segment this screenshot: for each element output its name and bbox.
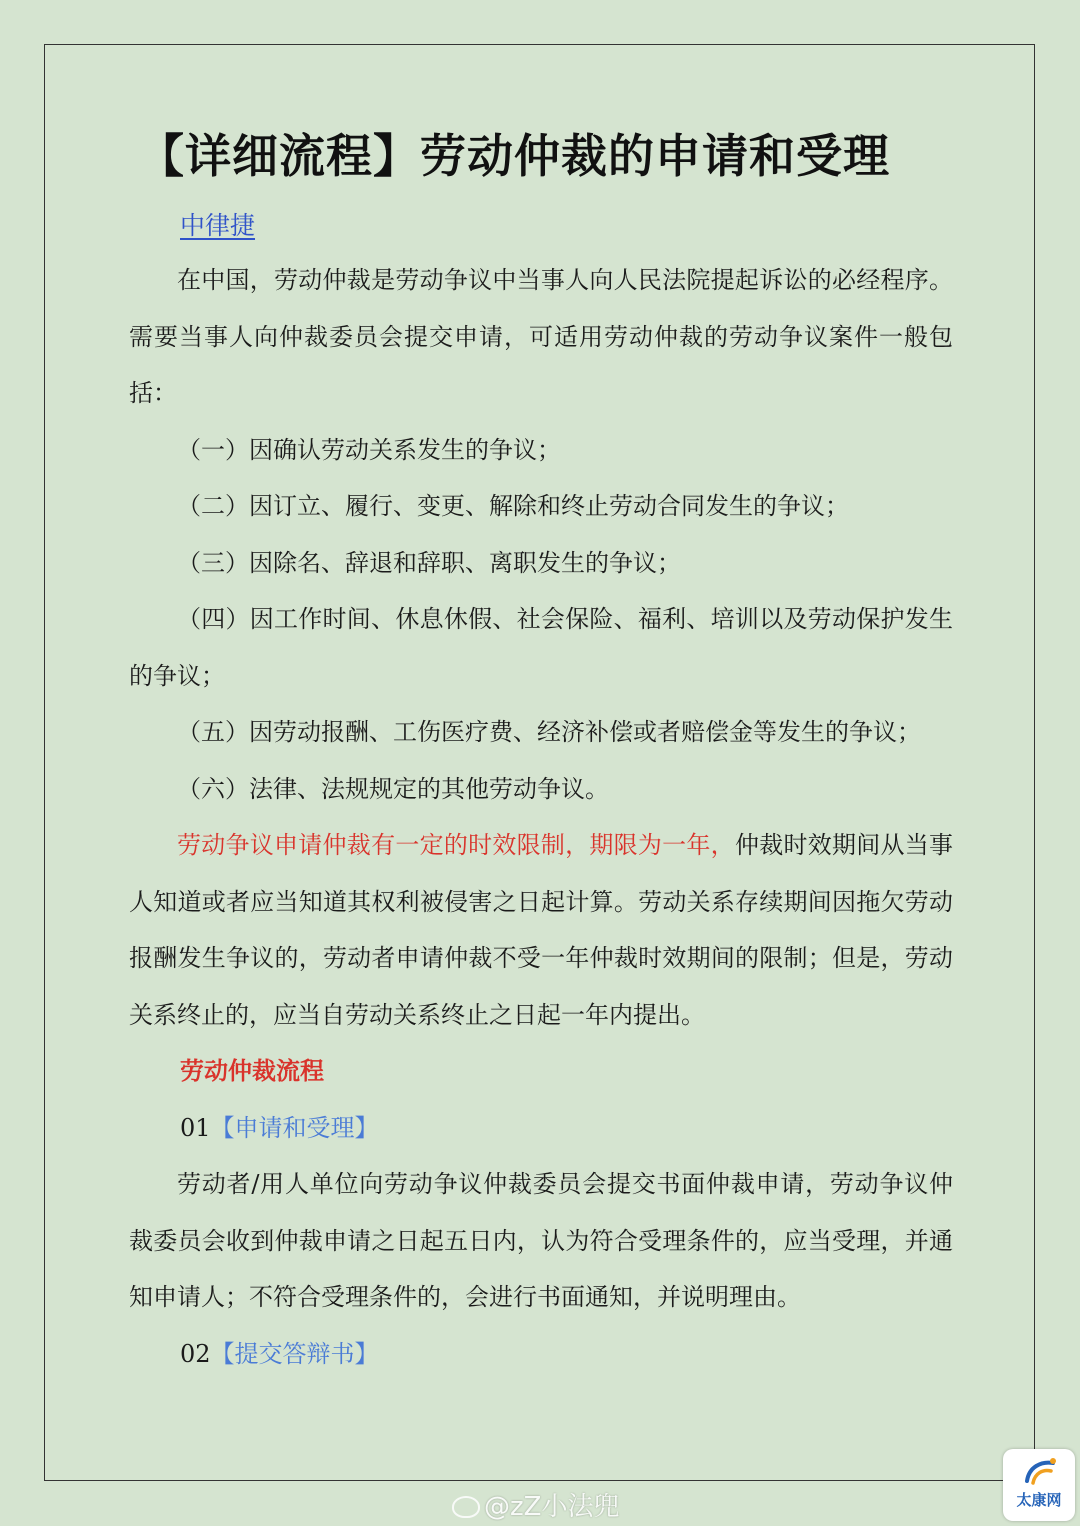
list-item: （四）因工作时间、休息休假、社会保险、福利、培训以及劳动保护发生的争议； <box>129 605 953 690</box>
logo-icon <box>1019 1455 1059 1489</box>
intro-paragraph: 在中国，劳动仲裁是劳动争议中当事人向人民法院提起诉讼的必经程序。需要当事人向仲裁委员会提交申请，可适用劳动仲裁的劳动争议案件一般包括： <box>129 266 953 407</box>
limitation-paragraph <box>129 817 953 1043</box>
step-number: 02 <box>180 1339 211 1368</box>
weibo-icon <box>452 1496 480 1518</box>
page-title: 【详细流程】劳动仲裁的申请和受理 <box>138 129 890 183</box>
watermark <box>452 1486 619 1523</box>
list-item: （二）因订立、履行、变更、解除和终止劳动合同发生的争议； <box>177 492 849 520</box>
list-item: （六）法律、法规规定的其他劳动争议。 <box>177 774 609 803</box>
step-number: 01 <box>180 1113 211 1142</box>
step-text: 劳动者/用人单位向劳动争议仲裁委员会提交书面仲裁申请，劳动争议仲裁委员会收到仲裁申请之日起五日内，认为符合受理条件的，应当受理，并通知申请人；不符合受理条件的，会进行书面通知，并说明理由。 <box>129 1170 953 1311</box>
list-item: （五）因劳动报酬、工伤医疗费、经济补偿或者赔偿金等发生的争议； <box>177 718 921 746</box>
section-title: 劳动仲裁流程 <box>180 1057 324 1085</box>
watermark-text: @zZ小法兜 <box>484 1492 620 1522</box>
step-label: 【申请和受理】 <box>210 1113 379 1142</box>
logo-text: 太康网 <box>1016 1491 1062 1509</box>
list-item: （三）因除名、辞退和辞职、离职发生的争议； <box>177 548 681 577</box>
list-item: （一）因确认劳动关系发生的争议； <box>177 435 561 464</box>
author-link[interactable]: 中律捷 <box>180 211 256 240</box>
limitation-highlight: 劳动争议申请仲裁有一定的时效限制，期限为一年， <box>177 831 735 859</box>
step-heading <box>129 1100 953 1157</box>
step-heading <box>129 1326 953 1383</box>
site-logo <box>1003 1449 1075 1521</box>
article-body <box>129 252 953 1382</box>
step-label: 【提交答辩书】 <box>210 1339 379 1368</box>
limitation-text: 仲裁时效期间从当事人知道或者应当知道其权利被侵害之日起计算。劳动关系存续期间因拖欠劳动报酬发生争议的，劳动者申请仲裁不受一年仲裁时效期间的限制；但是，劳动关系终止的，应当自劳动关系终止之日起一年内提出。 <box>129 831 954 1029</box>
